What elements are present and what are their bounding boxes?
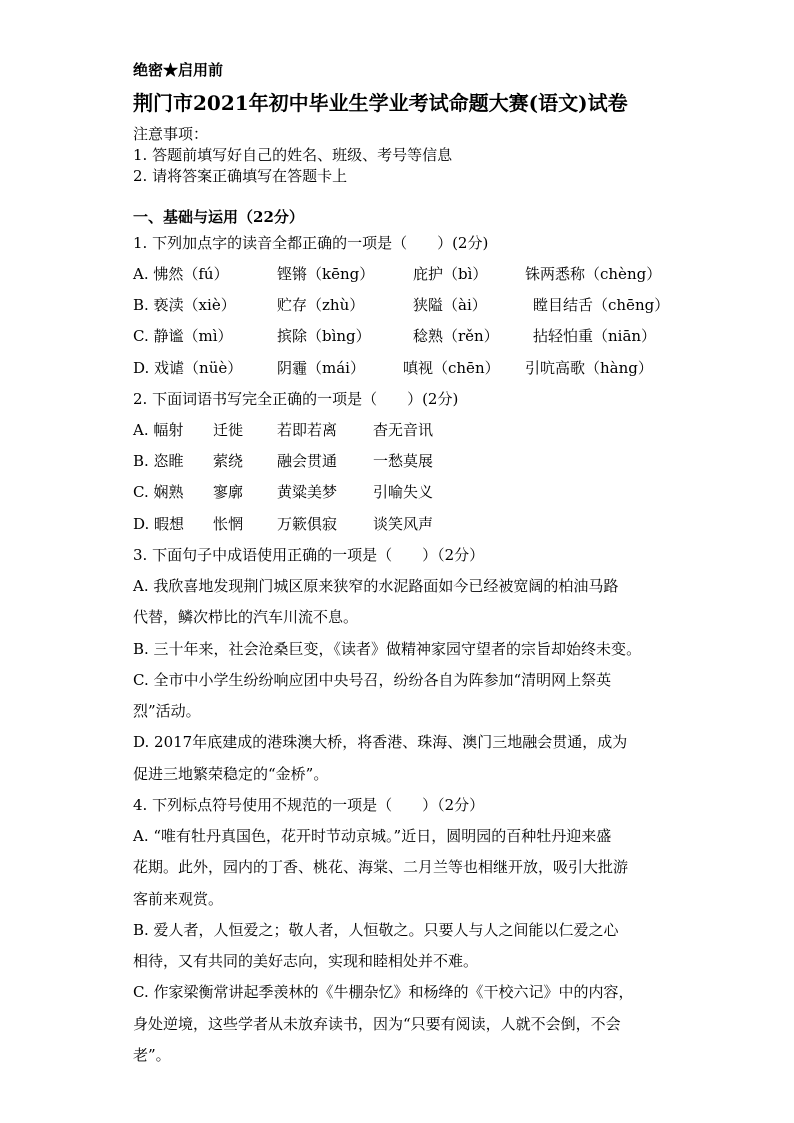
question-stem: 4. 下列标点符号使用不规范的一项是（ ）（2分） — [133, 796, 485, 814]
page-title: 荆门市2021年初中毕业生学业考试命题大赛(语文)试卷 — [133, 91, 628, 115]
option-text: 老”。 — [133, 1046, 171, 1064]
option-word: 铢两悉称（chèng） — [525, 265, 662, 283]
option-word: 狭隘（ài） — [413, 296, 487, 314]
notice-item: 1. 答题前填写好自己的姓名、班级、考号等信息 — [133, 146, 453, 164]
option-word: 铿锵（kēng） — [277, 265, 375, 283]
option-b: B. 亵渎（xiè） — [133, 296, 236, 314]
option-word: 黄粱美梦 — [277, 483, 338, 501]
option-word: 稔熟（rěn） — [413, 327, 499, 345]
option-text: 身处逆境，这些学者从未放弃读书，因为“只要有阅读，人就不会倒，不会 — [133, 1015, 621, 1033]
option-text: 促进三地繁荣稳定的“金桥”。 — [133, 765, 329, 783]
option-d: D. 戏谑（nüè） — [133, 359, 243, 377]
option-word: 阴霾（mái） — [277, 359, 365, 377]
option-text: 花期。此外，园内的丁香、桃花、海棠、二月兰等也相继开放，吸引大批游 — [133, 858, 629, 876]
option-word: 贮存（zhù） — [277, 296, 365, 314]
option-word: 杳无音讯 — [373, 421, 434, 439]
option-word: 摈除（bìng） — [277, 327, 371, 345]
option-d: D. 暇想 — [133, 515, 185, 533]
notice-heading: 注意事项： — [133, 125, 209, 143]
option-c: C. 静谧（mì） — [133, 327, 233, 345]
secret-label: 绝密★启用前 — [133, 61, 224, 79]
option-word: 迁徙 — [213, 421, 244, 439]
option-a: A. 怫然（fú） — [133, 265, 229, 283]
option-a: A. 幅射 — [133, 421, 184, 439]
option-b: B. 恣睢 — [133, 452, 184, 470]
option-text: B. 爱人者，人恒爱之；敬人者，人恒敬之。只要人与人之间能以仁爱之心 — [133, 921, 619, 939]
option-c: C. 娴熟 — [133, 483, 184, 501]
option-text: 代替，鳞次栉比的汽车川流不息。 — [133, 608, 359, 626]
option-word: 拈轻怕重（niān） — [533, 327, 657, 345]
option-text: 客前来观赏。 — [133, 890, 224, 908]
option-word: 一愁莫展 — [373, 452, 434, 470]
option-text: D. 2017年底建成的港珠澳大桥，将香港、珠海、澳门三地融会贯通，成为 — [133, 733, 628, 751]
option-word: 万簌俱寂 — [277, 515, 338, 533]
option-text: B. 三十年来，社会沧桑巨变，《读者》做精神家园守望者的宗旨却始终未变。 — [133, 640, 642, 658]
option-word: 怅惘 — [213, 515, 244, 533]
option-text: C. 全市中小学生纷纷响应团中央号召，纷纷各自为阵参加“清明网上祭英 — [133, 671, 612, 689]
option-text: 相待，又有共同的美好志向，实现和睦相处并不难。 — [133, 952, 479, 970]
option-word: 寥廓 — [213, 483, 244, 501]
option-text: A. 我欣喜地发现荆门城区原来狭窄的水泥路面如今已经被宽阔的柏油马路 — [133, 577, 619, 595]
option-word: 融会贯通 — [277, 452, 338, 470]
option-word: 引喻失义 — [373, 483, 434, 501]
option-word: 嗔视（chēn） — [403, 359, 500, 377]
option-word: 瞠目结舌（chēng） — [533, 296, 670, 314]
notice-item: 2. 请将答案正确填写在答题卡上 — [133, 167, 348, 185]
question-stem: 3. 下面句子中成语使用正确的一项是（ ）（2分） — [133, 546, 485, 564]
option-word: 谈笑风声 — [373, 515, 434, 533]
option-word: 引吭高歌（hàng） — [525, 359, 653, 377]
question-stem: 2. 下面词语书写完全正确的一项是（ ）(2分) — [133, 390, 459, 408]
option-word: 萦绕 — [213, 452, 244, 470]
option-text: A. “唯有牡丹真国色，花开时节动京城。”近日，圆明园的百种牡丹迎来盛 — [133, 827, 612, 845]
option-text: C. 作家梁衡常讲起季羡林的《牛棚杂忆》和杨绛的《干校六记》中的内容， — [133, 983, 634, 1001]
section-title: 一、基础与运用（22分） — [133, 208, 304, 226]
question-stem: 1. 下列加点字的读音全都正确的一项是（ ）(2分) — [133, 234, 489, 252]
option-word: 庇护（bì） — [413, 265, 488, 283]
option-word: 若即若离 — [277, 421, 338, 439]
option-text: 烈”活动。 — [133, 702, 201, 720]
